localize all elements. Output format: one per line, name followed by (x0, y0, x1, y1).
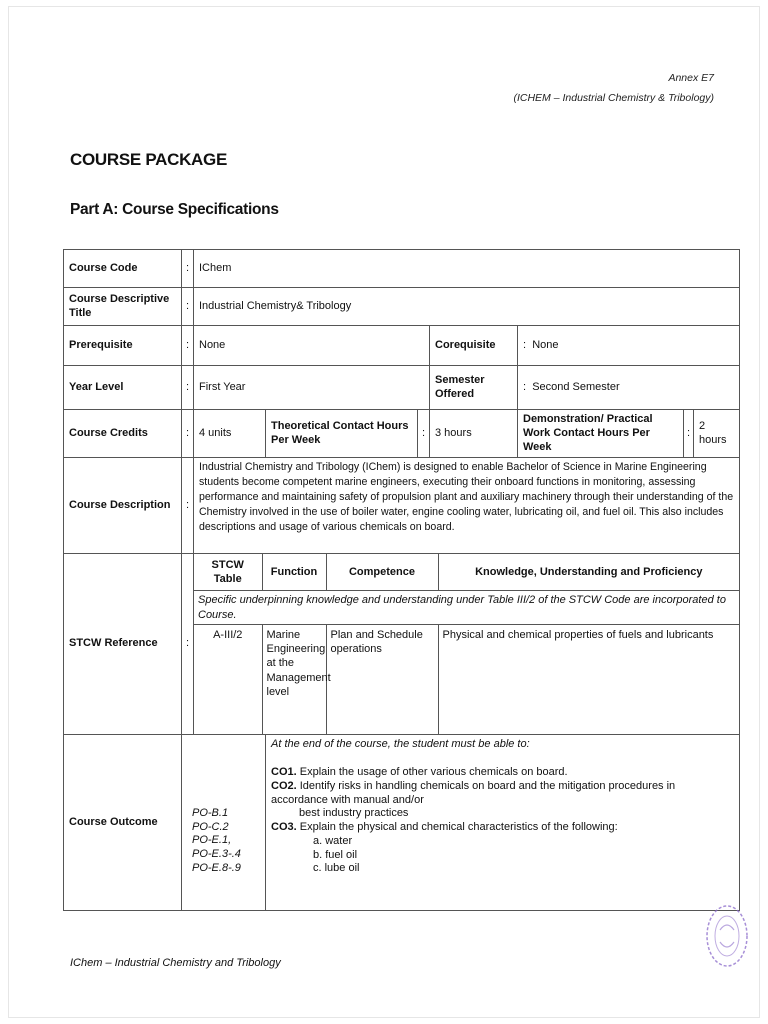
semester-label: Semester Offered (430, 366, 518, 410)
course-code-label: Course Code (64, 250, 182, 288)
seal-stamp-icon (700, 900, 754, 972)
stcw-label: STCW Reference (64, 554, 182, 735)
description-label: Course Description (64, 458, 182, 554)
description-value: Industrial Chemistry and Tribology (IChem) is designed to enable Bachelor of Science in Marine Engineering students become competent marine engineers, executing their onboard functions in monitoring, assessing performance and maintaining safety of propulsion plant and auxiliary machinery through their understanding of the Chemistry involved in the use of boiler water, engine cooling water, lubricating oil, and fuel oil. This also includes descriptions and usage of various chemicals on board. (194, 458, 740, 554)
course-title-label: Course Descriptive Title (64, 288, 182, 326)
page-footer: IChem – Industrial Chemistry and Tribology (70, 957, 281, 969)
annex-header (513, 68, 714, 108)
prerequisite-label: Prerequisite (64, 326, 182, 366)
row-course-outcome (64, 735, 740, 911)
stcw-table (194, 554, 739, 734)
corequisite-value (518, 326, 740, 366)
po-item: PO-B.1 (192, 806, 229, 819)
semester-value (518, 366, 740, 410)
semester-text: Second Semester (532, 380, 620, 393)
row-course-credits (64, 410, 740, 458)
annex-subtitle: (ICHEM – Industrial Chemistry & Tribology) (513, 92, 714, 104)
course-spec-table (63, 249, 740, 911)
colon: : (182, 554, 194, 735)
co1-text: Explain the usage of other various chemicals on board. (296, 766, 568, 779)
demo-hours-label: Demonstration/ Practical Work Contact Hours Per Week (518, 410, 684, 458)
colon: : (523, 380, 527, 393)
stcw-data-row (194, 624, 739, 734)
co3-item: a. water (313, 834, 353, 847)
co3-item: c. lube oil (313, 862, 360, 875)
co2 (271, 780, 734, 808)
co3-text: Explain the physical and chemical characteristics of the following: (296, 821, 618, 834)
stcw-note: Specific underpinning knowledge and understanding under Table III/2 of the STCW Code are incorporated to Course. (194, 591, 739, 625)
year-level-label: Year Level (64, 366, 182, 410)
course-title-value: Industrial Chemistry& Tribology (194, 288, 740, 326)
colon: : (182, 410, 194, 458)
stcw-header-kup: Knowledge, Understanding and Proficiency (438, 554, 739, 591)
co2-continued: best industry practices (299, 807, 409, 820)
credits-value: 4 units (194, 410, 266, 458)
colon: : (523, 338, 527, 351)
co1-label: CO1. (271, 766, 297, 779)
outcome-content (266, 735, 740, 911)
theory-hours-value: 3 hours (430, 410, 518, 458)
row-course-description (64, 458, 740, 554)
prerequisite-value: None (194, 326, 430, 366)
po-list (182, 735, 266, 911)
stcw-function-value: Marine Engineering at the Management level (262, 624, 326, 734)
stcw-table-value: A-III/2 (194, 624, 262, 734)
stcw-header-competence: Competence (326, 554, 438, 591)
colon: : (182, 366, 194, 410)
stcw-header-function: Function (262, 554, 326, 591)
section-title: Part A: Course Specifications (70, 201, 279, 218)
stcw-header-row (194, 554, 739, 591)
colon: : (182, 458, 194, 554)
row-course-title (64, 288, 740, 326)
credits-label: Course Credits (64, 410, 182, 458)
po-item: PO-E.8-.9 (192, 861, 241, 874)
co3 (271, 821, 734, 835)
annex-label: Annex E7 (668, 72, 714, 84)
colon: : (684, 410, 694, 458)
stcw-competence-value: Plan and Schedule operations (326, 624, 438, 734)
colon: : (182, 250, 194, 288)
co2-label: CO2. (271, 779, 297, 792)
outcome-intro: At the end of the course, the student must be able to: (271, 738, 530, 751)
stcw-kup-value: Physical and chemical properties of fuels and lubricants (438, 624, 739, 734)
theory-hours-label: Theoretical Contact Hours Per Week (266, 410, 418, 458)
po-item: PO-E.1, (192, 834, 232, 847)
row-prerequisite (64, 326, 740, 366)
po-item: PO-C.2 (192, 820, 229, 833)
stcw-note-row (194, 591, 739, 625)
row-course-code (64, 250, 740, 288)
stcw-cell (194, 554, 740, 735)
course-code-value: IChem (194, 250, 740, 288)
corequisite-label: Corequisite (430, 326, 518, 366)
page-title: COURSE PACKAGE (70, 150, 228, 169)
row-stcw-reference (64, 554, 740, 735)
po-item: PO-E.3-.4 (192, 848, 241, 861)
co2-text: Identify risks in handling chemicals on board and the mitigation procedures in accordance with manual and/or (271, 779, 676, 806)
demo-hours-value: 2 hours (694, 410, 740, 458)
colon: : (418, 410, 430, 458)
co3-item: b. fuel oil (313, 848, 358, 861)
row-year-level (64, 366, 740, 410)
co1 (271, 766, 734, 780)
year-level-value: First Year (194, 366, 430, 410)
corequisite-text: None (532, 338, 559, 351)
outcome-label: Course Outcome (64, 735, 182, 911)
stcw-header-table: STCW Table (194, 554, 262, 591)
colon: : (182, 288, 194, 326)
colon: : (182, 326, 194, 366)
co3-label: CO3. (271, 821, 297, 834)
